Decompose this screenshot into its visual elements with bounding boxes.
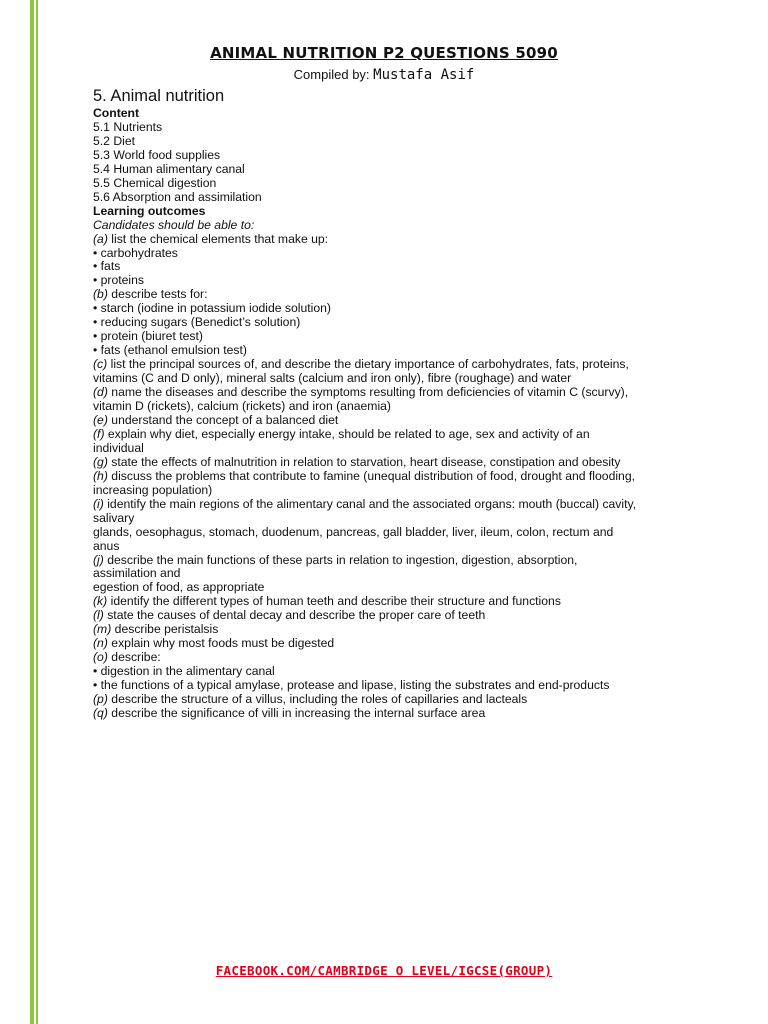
content-item: 5.2 Diet	[93, 133, 136, 148]
outcome-line	[93, 316, 693, 330]
document-body	[93, 86, 693, 721]
outcome-text: vitamins (C and D only), mineral salts (calcium and iron only), fibre (roughage) and water	[93, 371, 572, 386]
outcome-text: describe the main functions of these parts in relation to ingestion, digestion, absorption,	[103, 552, 578, 567]
outcome-text: • fats (ethanol emulsion test)	[93, 343, 247, 358]
outcome-line	[93, 330, 693, 344]
outcome-line	[93, 693, 693, 707]
content-item: 5.3 World food supplies	[93, 147, 221, 162]
outcome-line	[93, 456, 693, 470]
outcome-line	[93, 554, 693, 568]
outcome-tag: (f)	[93, 426, 105, 441]
outcome-tag: (j)	[93, 552, 104, 567]
outcome-line	[93, 484, 693, 498]
content-item: 5.6 Absorption and assimilation	[93, 189, 262, 204]
outcome-tag: (o)	[93, 650, 108, 665]
learning-outcomes-list	[93, 233, 693, 721]
outcome-text: anus	[93, 538, 120, 553]
section-heading: 5. Animal nutrition	[93, 87, 225, 105]
outcome-text: • carbohydrates	[93, 245, 178, 260]
outcome-tag: (m)	[93, 622, 112, 637]
outcome-line	[93, 581, 693, 595]
outcome-tag: (c)	[93, 357, 108, 372]
content-label: Content	[93, 106, 140, 120]
compiled-by-label: Compiled by:	[293, 67, 374, 82]
outcome-text: list the principal sources of, and describe the dietary importance of carbohydrates, fats, proteins,	[107, 357, 629, 372]
outcome-tag: (n)	[93, 636, 108, 651]
outcome-text: understand the concept of a balanced diet	[107, 412, 339, 427]
outcome-text: describe the significance of villi in increasing the internal surface area	[107, 705, 486, 720]
outcome-line	[93, 540, 693, 554]
outcome-line	[93, 637, 693, 651]
outcome-tag: (q)	[93, 705, 108, 720]
outcome-line	[93, 651, 693, 665]
outcome-tag: (b)	[93, 287, 108, 302]
outcome-line	[93, 414, 693, 428]
outcome-text: discuss the problems that contribute to famine (unequal distribution of food, drought and flooding,	[107, 468, 636, 483]
outcome-text: state the causes of dental decay and describe the proper care of teeth	[103, 608, 486, 623]
outcome-tag: (a)	[93, 231, 108, 246]
outcome-text: identify the different types of human teeth and describe their structure and functions	[107, 594, 561, 609]
outcome-line	[93, 247, 693, 261]
outcome-line	[93, 386, 693, 400]
outcome-text: glands, oesophagus, stomach, duodenum, pancreas, gall bladder, liver, ileum, colon, rectum and	[93, 524, 614, 539]
outcome-text: describe peristalsis	[111, 622, 219, 637]
outcome-tag: (p)	[93, 692, 108, 707]
outcome-text: state the effects of malnutrition in relation to starvation, heart disease, constipation and obesity	[107, 454, 621, 469]
outcome-text: • reducing sugars (Benedict’s solution)	[93, 315, 301, 330]
outcome-line	[93, 498, 693, 512]
outcome-line	[93, 442, 693, 456]
outcome-text: identify the main regions of the alimentary canal and the associated organs: mouth (buccal) cavity,	[103, 496, 637, 511]
content-list	[93, 121, 693, 205]
compiled-by-line	[0, 67, 768, 83]
outcome-line	[93, 233, 693, 247]
compiled-by-name: Mustafa Asif	[373, 67, 475, 83]
content-item: 5.5 Chemical digestion	[93, 175, 217, 190]
page-border-left-inner	[36, 0, 38, 1024]
outcome-line	[93, 428, 693, 442]
outcome-text: explain why diet, especially energy intake, should be related to age, sex and activity of an	[104, 426, 590, 441]
outcome-text: egestion of food, as appropriate	[93, 580, 265, 595]
document-title: ANIMAL NUTRITION P2 QUESTIONS 5090	[210, 44, 558, 62]
candidates-intro: Candidates should be able to:	[93, 217, 255, 232]
outcome-text: describe:	[107, 650, 161, 665]
outcome-text: increasing population)	[93, 482, 213, 497]
outcome-text: explain why most foods must be digested	[107, 636, 335, 651]
outcome-text: list the chemical elements that make up:	[107, 231, 329, 246]
outcome-line	[93, 274, 693, 288]
outcome-tag: (d)	[93, 385, 108, 400]
outcome-line	[93, 302, 693, 316]
outcome-text: individual	[93, 440, 144, 455]
outcome-line	[93, 260, 693, 274]
content-item: 5.4 Human alimentary canal	[93, 161, 245, 176]
outcome-tag: (k)	[93, 594, 108, 609]
outcome-text: • fats	[93, 259, 121, 274]
outcome-text: salivary	[93, 510, 135, 525]
outcome-line	[93, 358, 693, 372]
outcome-text: vitamin D (rickets), calcium (rickets) and iron (anaemia)	[93, 399, 391, 414]
content-item: 5.1 Nutrients	[93, 119, 163, 134]
learning-outcomes-label: Learning outcomes	[93, 203, 206, 218]
outcome-line	[93, 526, 693, 540]
outcome-line	[93, 344, 693, 358]
outcome-text: • digestion in the alimentary canal	[93, 664, 275, 679]
outcome-line	[93, 595, 693, 609]
footer-link[interactable]	[0, 963, 768, 978]
outcome-text: • proteins	[93, 273, 145, 288]
outcome-text: describe tests for:	[107, 287, 208, 302]
outcome-line	[93, 567, 693, 581]
outcome-tag: (e)	[93, 412, 108, 427]
page-border-left	[30, 0, 34, 1024]
outcome-line	[93, 609, 693, 623]
outcome-line	[93, 512, 693, 526]
outcome-text: • protein (biuret test)	[93, 329, 203, 344]
outcome-text: name the diseases and describe the symptoms resulting from deficiencies of vitamin C (scurvy),	[107, 385, 629, 400]
outcome-line	[93, 470, 693, 484]
title-block	[0, 44, 768, 83]
outcome-line	[93, 679, 693, 693]
outcome-tag: (l)	[93, 608, 104, 623]
outcome-text: assimilation and	[93, 566, 181, 581]
outcome-line	[93, 372, 693, 386]
outcome-line	[93, 707, 693, 721]
outcome-text: • the functions of a typical amylase, protease and lipase, listing the substrates and end-products	[93, 678, 610, 693]
outcome-line	[93, 400, 693, 414]
outcome-tag: (h)	[93, 468, 108, 483]
outcome-tag: (i)	[93, 496, 104, 511]
outcome-line	[93, 623, 693, 637]
outcome-tag: (g)	[93, 454, 108, 469]
outcome-text: describe the structure of a villus, including the roles of capillaries and lacteals	[107, 692, 528, 707]
outcome-line	[93, 288, 693, 302]
outcome-line	[93, 665, 693, 679]
footer-text: FACEBOOK.COM/CAMBRIDGE O LEVEL/IGCSE(GROUP)	[215, 963, 553, 978]
outcome-text: • starch (iodine in potassium iodide solution)	[93, 301, 331, 316]
